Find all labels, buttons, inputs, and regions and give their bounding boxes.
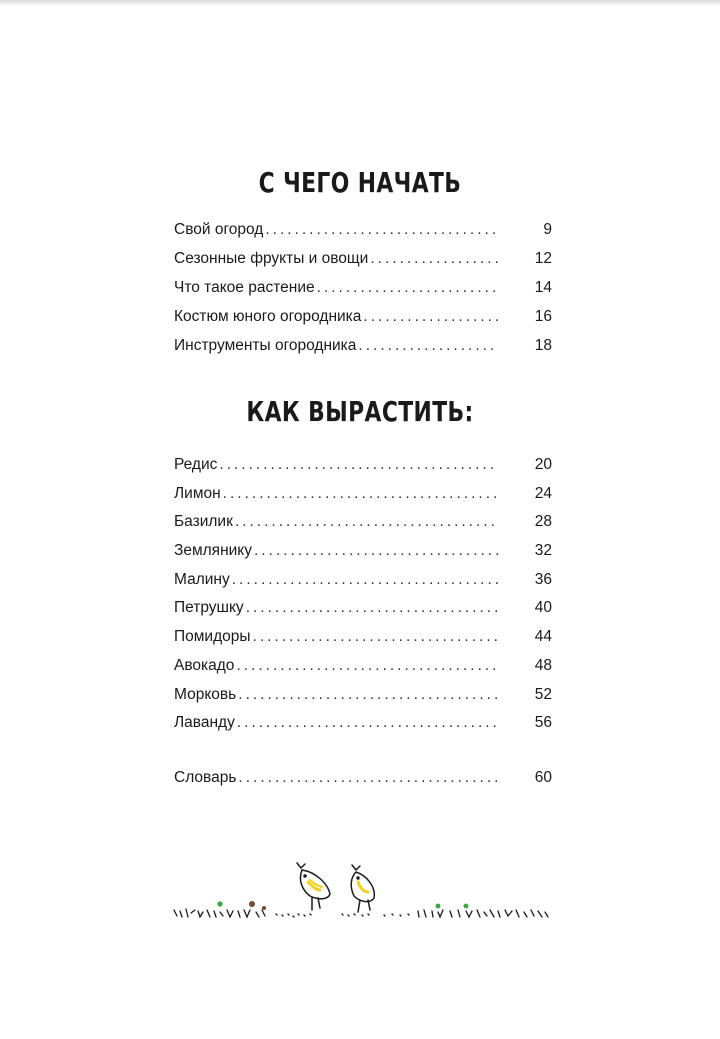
toc-page-number: 52 (534, 685, 552, 703)
toc-row[interactable] (174, 655, 552, 684)
section-heading-grow: КАК ВЫРАСТИТЬ: (246, 395, 474, 428)
dot-leader (253, 626, 498, 648)
toc-page-number: 14 (534, 279, 552, 296)
toc-row[interactable] (174, 569, 552, 598)
toc-title: Петрушку (174, 599, 244, 617)
toc-row[interactable] (174, 712, 552, 741)
dot-leader (254, 540, 498, 562)
toc-list-start (174, 219, 552, 364)
dot-leader (246, 597, 498, 619)
toc-title: Авокадо (174, 656, 235, 674)
toc-list-glossary (174, 767, 552, 796)
bird-left-icon (297, 863, 330, 910)
toc-title: Словарь (174, 769, 237, 786)
dot-leader (237, 712, 498, 734)
toc-row[interactable] (174, 511, 552, 540)
toc-row[interactable] (174, 626, 552, 655)
toc-page-number: 24 (534, 484, 552, 502)
toc-row[interactable] (174, 219, 552, 248)
toc-row[interactable] (174, 483, 552, 512)
dot-leader (232, 569, 498, 591)
toc-row[interactable] (174, 597, 552, 626)
toc-title: Редис (174, 456, 218, 473)
dot-leader (317, 277, 498, 299)
dot-leader (238, 767, 498, 789)
dot-leader (363, 306, 498, 328)
toc-title: Землянику (174, 542, 252, 560)
toc-title: Инструменты огородника (174, 337, 357, 354)
dot-leader (358, 335, 498, 357)
toc-row[interactable] (174, 277, 552, 306)
toc-title: Помидоры (174, 628, 251, 646)
toc-title: Свой огород (174, 221, 264, 238)
grass-strokes-icon (174, 909, 548, 917)
section-heading-start: С ЧЕГО НАЧАТЬ (258, 166, 462, 199)
toc-page-number: 20 (534, 456, 552, 473)
toc-list-grow (174, 454, 552, 741)
toc-title: Что такое растение (174, 279, 315, 296)
toc-page-number: 44 (534, 628, 552, 646)
toc-page-number: 60 (534, 769, 552, 786)
page-top-edge (0, 0, 720, 6)
toc-page-number: 28 (534, 513, 552, 531)
toc-page-number: 16 (534, 308, 552, 325)
dot-leader (236, 655, 498, 677)
toc-title: Костюм юного огородника (174, 308, 362, 325)
toc-row[interactable] (174, 767, 552, 796)
bird-right-icon (351, 865, 374, 912)
toc-page-number: 18 (534, 337, 552, 354)
toc-row[interactable] (174, 335, 552, 364)
colored-dots-icon (217, 901, 468, 910)
toc-row[interactable] (174, 306, 552, 335)
toc-title: Малину (174, 570, 230, 588)
toc-page-number: 40 (534, 599, 552, 617)
dot-leader (219, 454, 498, 476)
toc-row[interactable] (174, 540, 552, 569)
dot-leader (265, 219, 498, 241)
toc-page-number: 48 (534, 656, 552, 674)
dot-leader (223, 483, 498, 505)
toc-row[interactable] (174, 454, 552, 483)
toc-title: Сезонные фрукты и овощи (174, 250, 369, 267)
toc-page-number: 12 (534, 250, 552, 267)
toc-page-number: 36 (534, 570, 552, 588)
toc-title: Лаванду (174, 714, 235, 732)
dot-leader (238, 684, 498, 706)
toc-row[interactable] (174, 248, 552, 277)
toc-title: Морковь (174, 685, 237, 703)
toc-page-number: 9 (543, 221, 552, 238)
toc-title: Базилик (174, 513, 233, 531)
dot-leader (370, 248, 498, 270)
toc-page-number: 56 (534, 714, 552, 732)
birds-and-grass-illustration (170, 860, 560, 920)
toc-row[interactable] (174, 684, 552, 713)
dot-leader (235, 511, 498, 533)
toc-page-number: 32 (534, 542, 552, 560)
toc-title: Лимон (174, 484, 221, 502)
